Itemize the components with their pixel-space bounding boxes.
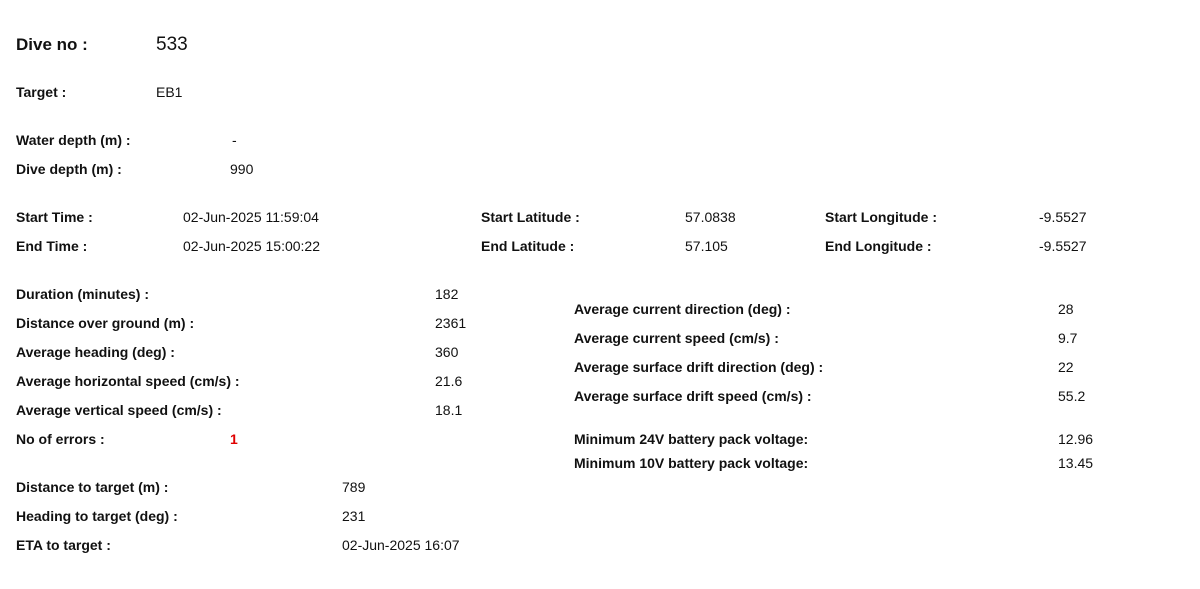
heading-to-target-value: 231 bbox=[342, 508, 366, 524]
dive-depth-label: Dive depth (m) : bbox=[16, 161, 122, 177]
current-direction-label: Average current direction (deg) : bbox=[574, 301, 791, 317]
dive-depth-value: 990 bbox=[230, 161, 254, 177]
surface-drift-direction-label: Average surface drift direction (deg) : bbox=[574, 359, 824, 375]
surface-drift-speed-label: Average surface drift speed (cm/s) : bbox=[574, 388, 812, 404]
current-speed-value: 9.7 bbox=[1058, 330, 1078, 346]
errors-label: No of errors : bbox=[16, 431, 105, 447]
distance-to-target-label: Distance to target (m) : bbox=[16, 479, 169, 495]
current-direction-value: 28 bbox=[1058, 301, 1074, 317]
heading-to-target-label: Heading to target (deg) : bbox=[16, 508, 178, 524]
start-time-label: Start Time : bbox=[16, 209, 93, 225]
start-longitude-label: Start Longitude : bbox=[825, 209, 937, 225]
average-heading-value: 360 bbox=[435, 344, 459, 360]
water-depth-label: Water depth (m) : bbox=[16, 132, 131, 148]
start-latitude-label: Start Latitude : bbox=[481, 209, 580, 225]
water-depth-value: - bbox=[232, 132, 237, 148]
average-heading-label: Average heading (deg) : bbox=[16, 344, 175, 360]
surface-drift-direction-value: 22 bbox=[1058, 359, 1074, 375]
end-longitude-label: End Longitude : bbox=[825, 238, 932, 254]
average-horizontal-speed-label: Average horizontal speed (cm/s) : bbox=[16, 373, 240, 389]
start-latitude-value: 57.0838 bbox=[685, 209, 736, 225]
battery-10v-label: Minimum 10V battery pack voltage: bbox=[574, 455, 809, 471]
end-longitude-value: -9.5527 bbox=[1039, 238, 1087, 254]
duration-label: Duration (minutes) : bbox=[16, 286, 149, 302]
end-time-value: 02-Jun-2025 15:00:22 bbox=[183, 238, 320, 254]
start-time-value: 02-Jun-2025 11:59:04 bbox=[183, 209, 319, 225]
dive-no-label: Dive no : bbox=[16, 35, 88, 54]
distance-over-ground-value: 2361 bbox=[435, 315, 467, 331]
average-vertical-speed-label: Average vertical speed (cm/s) : bbox=[16, 402, 222, 418]
average-vertical-speed-value: 18.1 bbox=[435, 402, 463, 418]
distance-to-target-value: 789 bbox=[342, 479, 366, 495]
end-time-label: End Time : bbox=[16, 238, 88, 254]
eta-to-target-value: 02-Jun-2025 16:07 bbox=[342, 537, 460, 553]
end-latitude-value: 57.105 bbox=[685, 238, 728, 254]
surface-drift-speed-value: 55.2 bbox=[1058, 388, 1086, 404]
battery-10v-value: 13.45 bbox=[1058, 455, 1094, 471]
battery-24v-label: Minimum 24V battery pack voltage: bbox=[574, 431, 809, 447]
distance-over-ground-label: Distance over ground (m) : bbox=[16, 315, 195, 331]
end-latitude-label: End Latitude : bbox=[481, 238, 575, 254]
duration-value: 182 bbox=[435, 286, 459, 302]
current-speed-label: Average current speed (cm/s) : bbox=[574, 330, 779, 346]
average-horizontal-speed-value: 21.6 bbox=[435, 373, 463, 389]
eta-to-target-label: ETA to target : bbox=[16, 537, 111, 553]
errors-value: 1 bbox=[230, 431, 238, 447]
start-longitude-value: -9.5527 bbox=[1039, 209, 1087, 225]
battery-24v-value: 12.96 bbox=[1058, 431, 1094, 447]
dive-no-value: 533 bbox=[156, 34, 188, 55]
target-value: EB1 bbox=[156, 84, 183, 100]
target-label: Target : bbox=[16, 84, 67, 100]
